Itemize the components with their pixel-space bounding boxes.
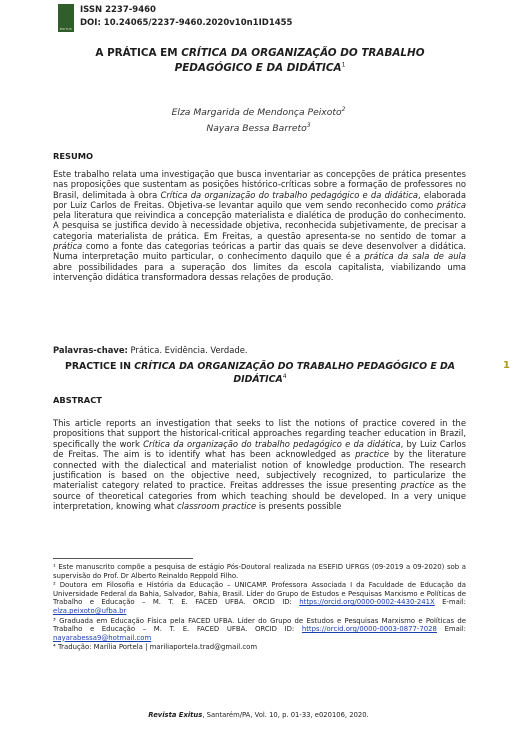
article-title-en: [60, 360, 460, 386]
resumo-italic: prática: [436, 199, 466, 210]
title-en-work: CRÍTICA DA ORGANIZAÇÃO DO TRABALHO PEDAGÓGICO E DA DIDÁTICA: [134, 361, 456, 385]
title-pt-work: CRÍTICA DA ORGANIZAÇÃO DO TRABALHO PEDAGÓGICO E DA DIDÁTICA: [174, 47, 425, 74]
abstract-text: by the literature connected with the dialectical and materialist notion of knowledge production. The research justification is based on the objective need, subjectively recognized, to particularize the materialist category related to practice. Freitas addresses the issue presenting: [53, 449, 466, 491]
resumo-heading: RESUMO: [53, 151, 94, 161]
footnotes: [53, 563, 466, 653]
page-footer: [0, 711, 517, 719]
footnote-4: ⁴ Tradução: Marília Portela | mariliaportela.trad@gmail.com: [53, 643, 258, 652]
resumo-text: pela literatura que reivindica a concepção materialista e dialética de produção do conhecimento. A pesquisa se justifica devido à necessidade objetiva, reconhecida subjetivamente, de precisar a categoria materialista de prática. Em Freitas, a questão apresenta-se no sentido de tomar a: [53, 210, 466, 241]
resumo-text: como a fonte das categorias teóricas a partir das quais se deve desenvolver a didática. Numa interpretação muito particular, o conhecimento daquilo que é a: [53, 241, 466, 262]
resumo-text: abre possibilidades para a superação dos limites da escola capitalista, viabilizando uma intervenção didática transformadora dessas relações de produção.: [53, 261, 466, 282]
citation: , Santarém/PA, Vol. 10, p. 01-33, e020106, 2020.: [202, 711, 369, 719]
abstract-text: , by Luiz Carlos de Freitas. The aim is to identify what has been acknowledged as: [53, 438, 467, 460]
orcid-link-1[interactable]: https://orcid.org/0000-0002-4430-241X: [299, 598, 435, 607]
resumo-italic: prática da sala de aula: [364, 251, 466, 262]
abstract-body: [53, 418, 466, 512]
title-en-prefix: PRACTICE IN: [64, 361, 135, 372]
resumo-italic: Crítica da organização do trabalho pedagógico e da didática: [160, 189, 419, 200]
email-link-1[interactable]: elza.peixoto@ufba.br: [53, 606, 127, 615]
email-link-2[interactable]: nayarabessa9@hotmail.com: [53, 633, 152, 642]
resumo-italic: prática: [53, 241, 83, 252]
title-pt-prefix: A PRÁTICA EM: [95, 47, 182, 59]
keywords-list: Prática. Evidência. Verdade.: [127, 345, 248, 355]
email-label: Email:: [436, 625, 466, 634]
abstract-text: as the source of theoretical categories from which teaching should be developed. In a very unique interpretation, knowing what: [53, 480, 466, 512]
journal-logo: [58, 4, 74, 32]
footnote-divider: [53, 558, 193, 559]
abstract-italic: practice: [400, 480, 435, 491]
footnote-2: [53, 581, 466, 615]
title-pt-footnote-ref[interactable]: 1: [341, 61, 346, 69]
resumo-text: , elaborada por Luiz Carlos de Freitas. Objetiva-se levantar aquilo que vem sendo reconhecido como: [53, 189, 466, 210]
resumo-body: [53, 169, 466, 282]
article-title-pt: [60, 46, 460, 76]
footnote-3: [53, 617, 466, 643]
resumo-text: Este trabalho relata uma investigação que busca inventariar as concepções de prática presentes nas proposições que sustentam as posições histórico-críticas sobre a formação de professores no Brasil, delimitada à obra: [53, 169, 466, 200]
abstract-heading: ABSTRACT: [53, 395, 102, 405]
email-label: E-mail:: [434, 598, 466, 607]
doi: DOI: 10.24065/2237-9460.2020v10n1ID1455: [80, 18, 293, 28]
page-number: 1: [503, 360, 510, 371]
abstract-italic: Crítica da organização do trabalho pedagógico e da didática: [143, 438, 401, 449]
keywords: [53, 345, 466, 355]
orcid-link-2[interactable]: https://orcid.org/0000-0003-0877-7028: [301, 625, 437, 634]
abstract-text: is presents possible: [256, 501, 342, 512]
issn: ISSN 2237-9460: [80, 5, 156, 15]
footnote-3-text: ³ Graduada em Educação Física pela FACED UFBA. Líder do Grupo de Estudos e Pesquisas Marxismo e Políticas de Trabalho e Educação – M. T. E. FACED UFBA. ORCID ID:: [53, 616, 466, 634]
author-1: [0, 107, 517, 118]
author-2-footnote-ref[interactable]: 3: [306, 121, 311, 129]
abstract-text: This article reports an investigation that seeks to list the notions of practice covered in the propositions that support the historical-critical approaches regarding teacher education in Brazil, specifically the work: [53, 418, 466, 449]
abstract-italic: practice: [355, 449, 389, 460]
journal-name: Revista Exitus: [148, 711, 203, 719]
logo-text: EXITUS: [60, 27, 72, 31]
footnote-1: ¹ Este manuscrito compõe a pesquisa de estágio Pós-Doutoral realizada na ESEFID UFRGS (09-2019 a 09-2020) sob a supervisão do Prof. Dr Alberto Reinaldo Reppold Filho.: [53, 563, 466, 580]
footnote-2-text: ² Doutora em Filosofia e História da Educação – UNICAMP. Professora Associada I da Faculdade de Educação da Universidade Federal da Bahia, Salvador, Bahia, Brasil. Líder do Grupo de Estudos e Pesquisas Marxismo e Políticas de Trabalho e Educação – M. T. E. FACED UFBA. ORCID ID:: [53, 581, 466, 607]
author-2-name: Nayara Bessa Barreto: [206, 123, 307, 134]
author-1-name: Elza Margarida de Mendonça Peixoto: [171, 107, 342, 118]
abstract-italic: classroom practice: [177, 501, 257, 512]
keywords-label: Palavras-chave:: [53, 345, 128, 355]
author-2: [0, 123, 517, 134]
author-1-footnote-ref[interactable]: 2: [341, 105, 346, 113]
title-en-footnote-ref[interactable]: 4: [282, 372, 287, 380]
